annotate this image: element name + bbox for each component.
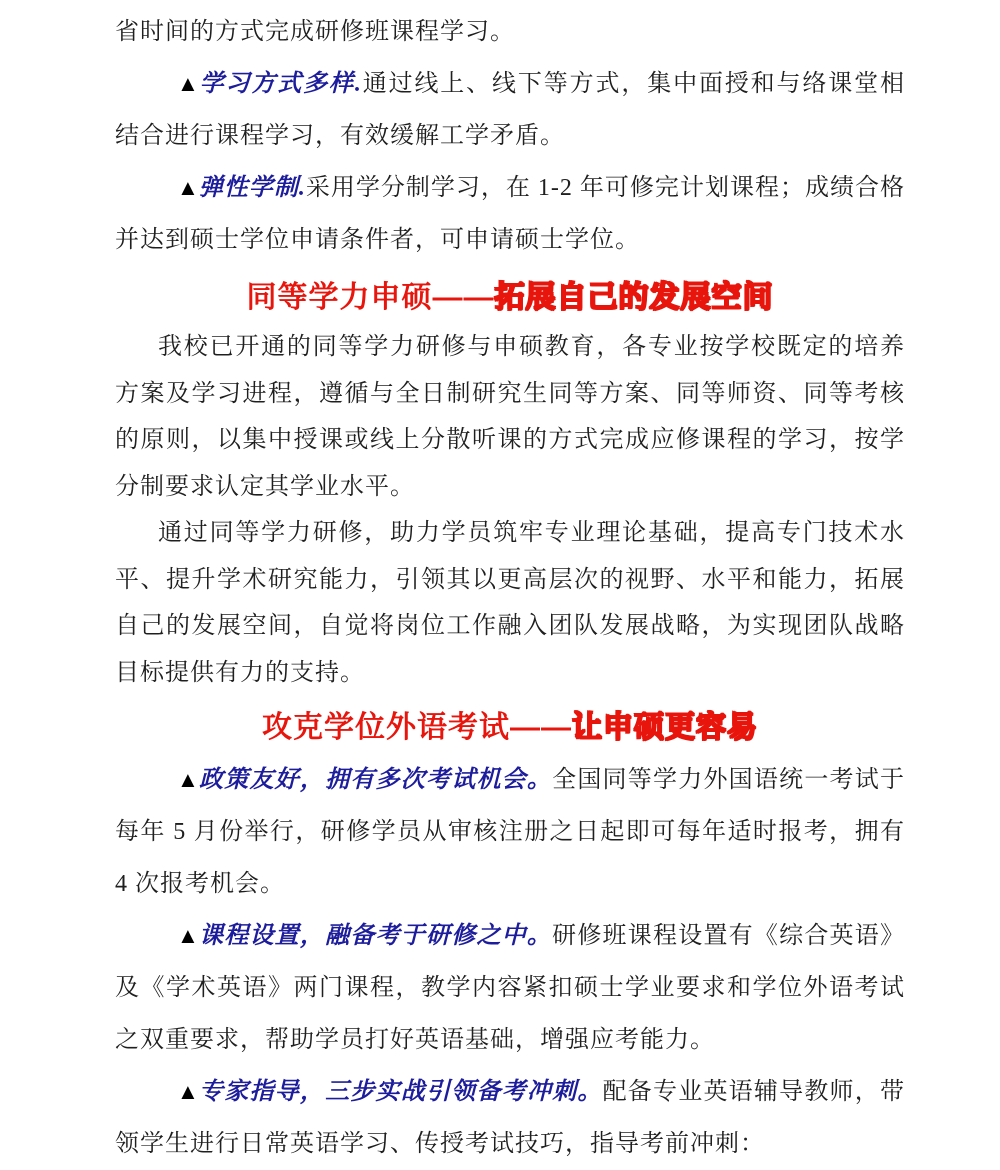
bullet-lead-policy: 政策友好，拥有多次考试机会。 — [199, 767, 553, 793]
bullet-lead-flexible-schooling: 弹性学制. — [198, 175, 306, 201]
heading-solid-text: 同等学力申硕—— — [246, 281, 495, 314]
bullet-course-setup — [115, 910, 905, 1066]
paragraph-continuation — [115, 6, 905, 58]
triangle-bullet-icon: ▲ — [177, 767, 199, 792]
bullet-lead-courses: 课程设置，融备考于研修之中。 — [199, 923, 553, 949]
section-heading-waiyu-kaoshi — [115, 702, 905, 754]
paragraph-text: 通过同等学力研修，助力学员筑牢专业理论基础，提高专门技术水平、提升学术研究能力，引领其以更高层次的视野、水平和能力，拓展自己的发展空间，自觉将岗位工作融入团队发展战略，为实现团队战略目标提供有力的支持。 — [115, 520, 905, 686]
bullet-expert-guidance — [115, 1066, 905, 1170]
paragraph-training-plan — [115, 324, 905, 510]
heading-outline-text: 让申硕更容易 — [572, 711, 758, 744]
bullet-body-policy: 全国同等学力外国语统一考试于每年 5 月份举行，研修学员从审核注册之日起即可每年适时报考，拥有 4 次报考机会。 — [115, 767, 905, 897]
triangle-bullet-icon: ▲ — [177, 175, 199, 200]
triangle-bullet-icon: ▲ — [177, 71, 200, 96]
bullet-lead-study-mode: 学习方式多样. — [199, 71, 362, 97]
bullet-policy-friendly — [115, 754, 905, 910]
intro-text: 省时间的方式完成研修班课程学习。 — [115, 19, 515, 45]
heading-outline-text: 拓展自己的发展空间 — [494, 281, 774, 314]
bullet-body-study-mode: 通过线上、线下等方式，集中面授和与络课堂相结合进行课程学习，有效缓解工学矛盾。 — [115, 71, 906, 149]
bullet-body-experts: 配备专业英语辅导教师，带领学生进行日常英语学习、传授考试技巧，指导考前冲刺： — [115, 1079, 906, 1157]
paragraph-benefits — [115, 510, 905, 696]
section-waiyu-kaoshi — [115, 754, 905, 1170]
triangle-bullet-icon: ▲ — [177, 1079, 199, 1104]
paragraph-text: 我校已开通的同等学力研修与申硕教育，各专业按学校既定的培养方案及学习进程，遵循与全日制研究生同等方案、同等师资、同等考核的原则，以集中授课或线上分散听课的方式完成应修课程的学习，按学分制要求认定其学业水平。 — [115, 334, 905, 500]
bullet-body-courses: 研修班课程设置有《综合英语》及《学术英语》两门课程，教学内容紧扣硕士学业要求和学位外语考试之双重要求，帮助学员打好英语基础，增强应考能力。 — [115, 923, 905, 1053]
bullet-flexible-schooling — [115, 162, 905, 266]
bullet-lead-experts: 专家指导，三步实战引领备考冲刺。 — [199, 1079, 603, 1105]
bullet-study-mode-variety — [115, 58, 905, 162]
bullet-body-flexible-schooling: 采用学分制学习，在 1-2 年可修完计划课程；成绩合格并达到硕士学位申请条件者，可申请硕士学位。 — [115, 175, 905, 253]
section-tongdeng-shensuo — [115, 324, 905, 696]
section-study-modes — [115, 6, 905, 266]
section-heading-tongdeng-shensuo — [115, 272, 905, 324]
triangle-bullet-icon: ▲ — [177, 923, 199, 948]
heading-solid-text: 攻克学位外语考试—— — [262, 711, 572, 744]
